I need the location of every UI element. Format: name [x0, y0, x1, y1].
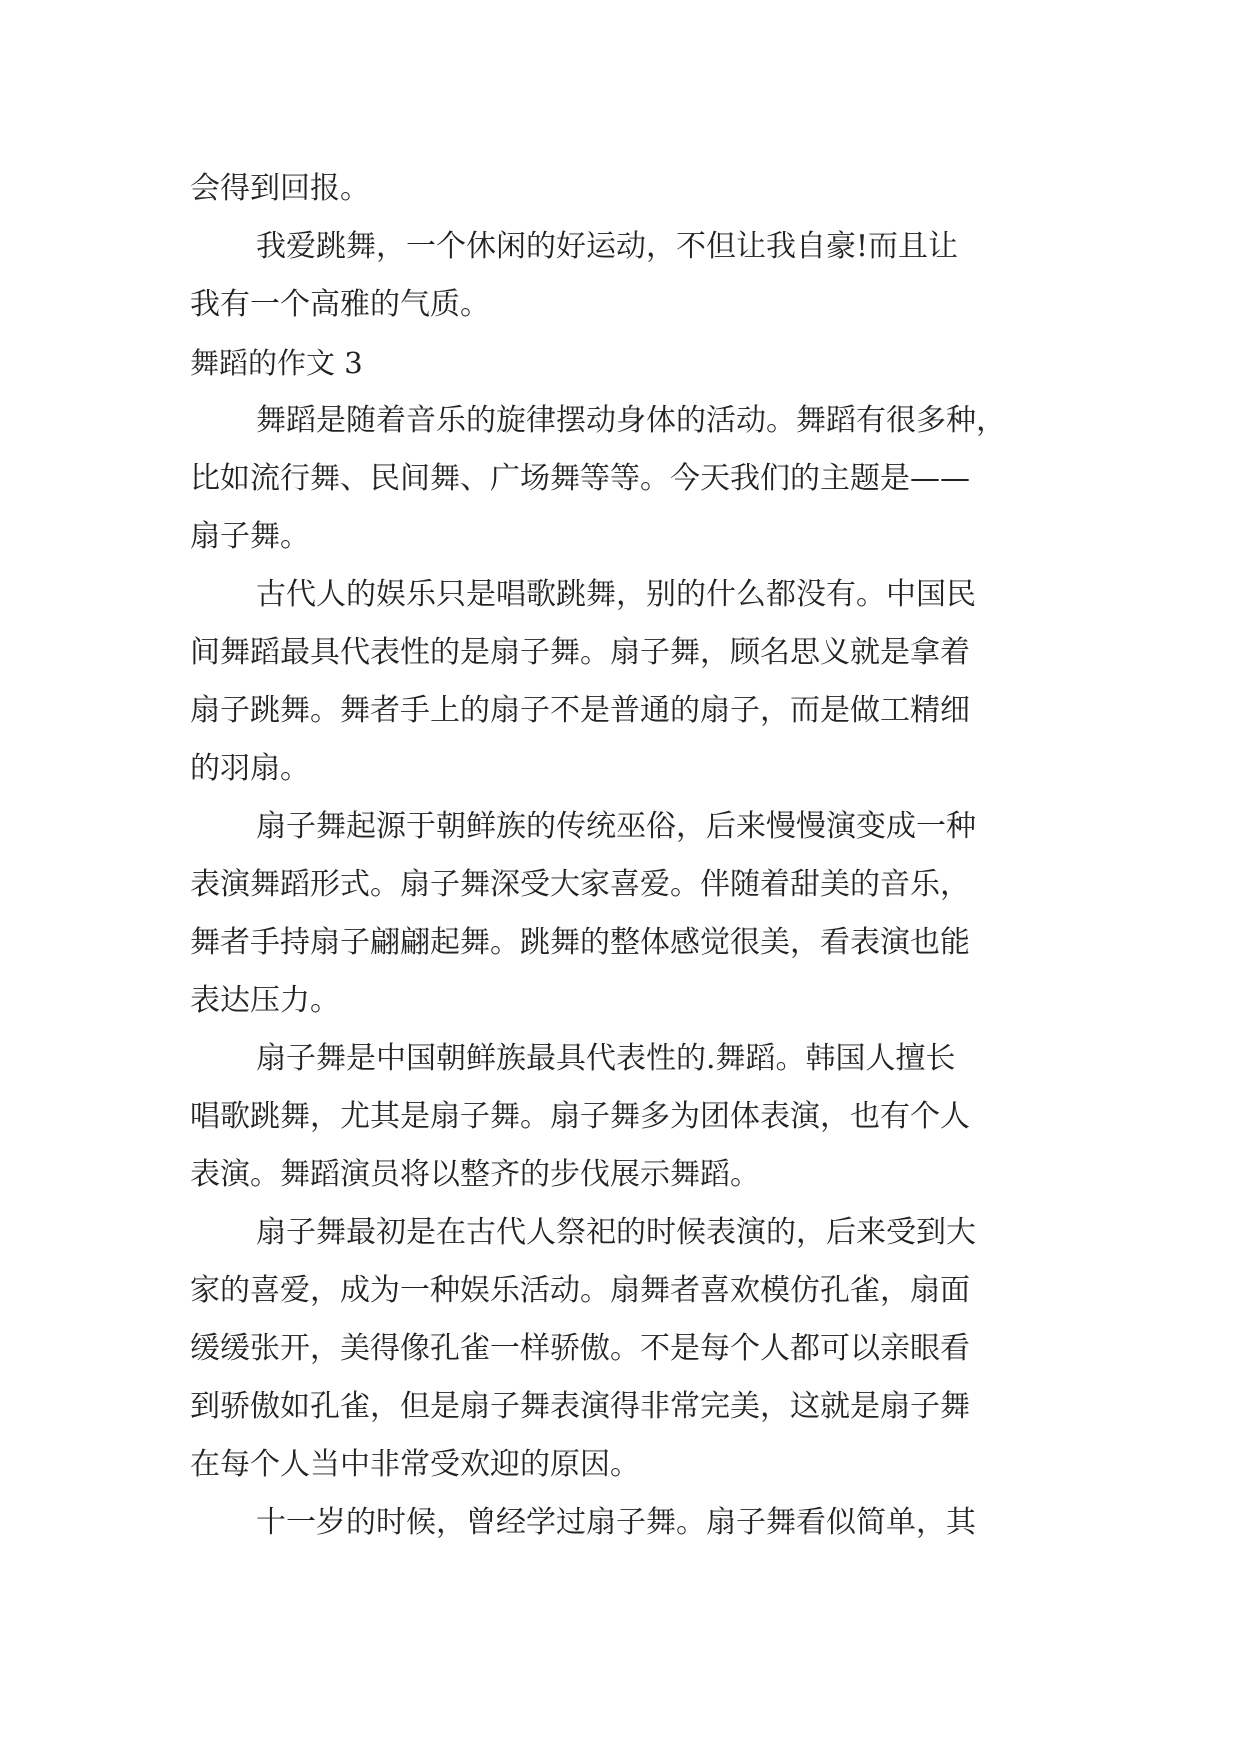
- paragraph-line: 的羽扇。: [190, 751, 310, 786]
- paragraph-line: 舞者手持扇子翩翩起舞。跳舞的整体感觉很美，看表演也能: [190, 925, 970, 960]
- paragraph-line: 舞蹈是随着音乐的旋律摆动身体的活动。舞蹈有很多种，: [256, 403, 1006, 438]
- paragraph-line: 我有一个高雅的气质。: [190, 287, 490, 322]
- paragraph-line: 唱歌跳舞，尤其是扇子舞。扇子舞多为团体表演，也有个人: [190, 1099, 970, 1134]
- essay-body: [190, 160, 1050, 1552]
- paragraph-line: 到骄傲如孔雀，但是扇子舞表演得非常完美，这就是扇子舞: [190, 1389, 970, 1424]
- paragraph-line: 比如流行舞、民间舞、广场舞等等。今天我们的主题是——: [190, 461, 970, 496]
- section-heading: 舞蹈的作文 3: [190, 346, 363, 380]
- paragraph-line: 表演舞蹈形式。扇子舞深受大家喜爱。伴随着甜美的音乐，: [190, 867, 970, 902]
- paragraph-line: 会得到回报。: [190, 171, 370, 206]
- paragraph-line: 表达压力。: [190, 983, 340, 1018]
- paragraph-line: 十一岁的时候，曾经学过扇子舞。扇子舞看似简单，其: [256, 1505, 976, 1540]
- paragraph-line: 我爱跳舞，一个休闲的好运动，不但让我自豪!而且让: [256, 229, 959, 264]
- paragraph-line: 间舞蹈最具代表性的是扇子舞。扇子舞，顾名思义就是拿着: [190, 635, 970, 670]
- paragraph-line: 古代人的娱乐只是唱歌跳舞，别的什么都没有。中国民: [256, 577, 976, 612]
- paragraph-line: 家的喜爱，成为一种娱乐活动。扇舞者喜欢模仿孔雀，扇面: [190, 1273, 970, 1308]
- paragraph-line: 扇子舞。: [190, 519, 310, 554]
- paragraph-line: 扇子舞最初是在古代人祭祀的时候表演的，后来受到大: [256, 1215, 976, 1250]
- paragraph-line: 表演。舞蹈演员将以整齐的步伐展示舞蹈。: [190, 1157, 760, 1192]
- paragraph-line: 在每个人当中非常受欢迎的原因。: [190, 1447, 640, 1482]
- paragraph-line: 缓缓张开，美得像孔雀一样骄傲。不是每个人都可以亲眼看: [190, 1331, 970, 1366]
- paragraph-line: 扇子舞起源于朝鲜族的传统巫俗，后来慢慢演变成一种: [256, 809, 976, 844]
- paragraph-line: 扇子跳舞。舞者手上的扇子不是普通的扇子，而是做工精细: [190, 693, 970, 728]
- paragraph-line: 扇子舞是中国朝鲜族最具代表性的.舞蹈。韩国人擅长: [256, 1041, 956, 1076]
